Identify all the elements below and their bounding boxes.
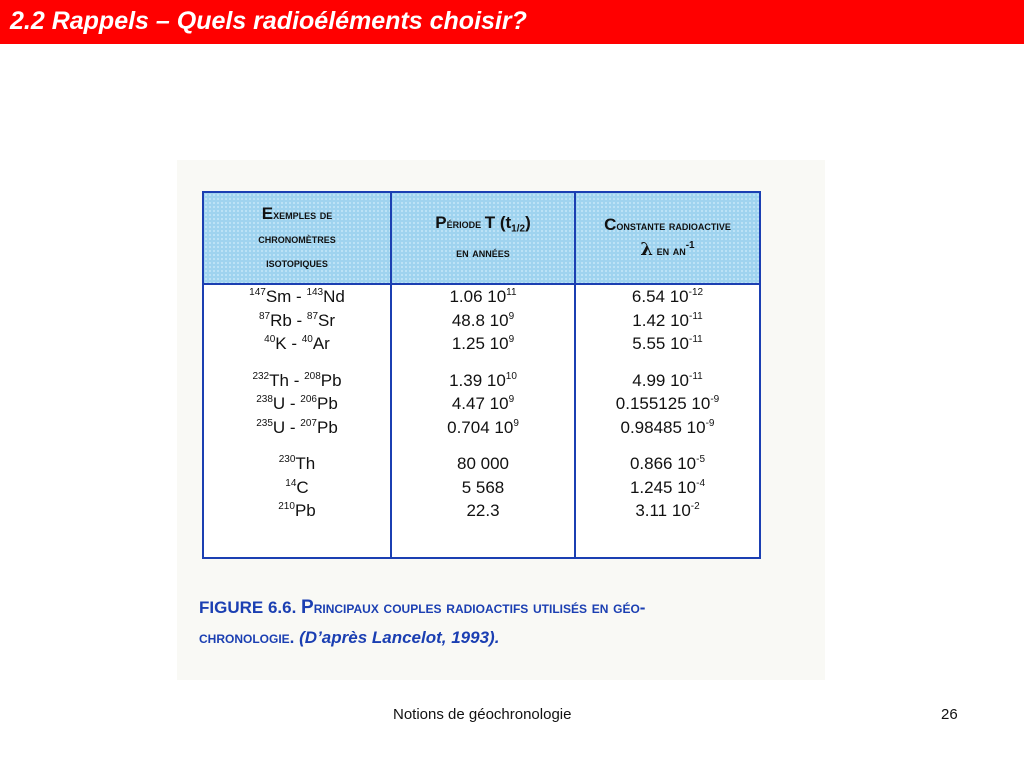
table-cell-lambda: 1.245 $10^{-4}$ xyxy=(629,477,706,497)
header-decay-constant: Constante radioactive λ en $an^{-1}$ xyxy=(604,215,731,260)
table-cell-period: 1.06 $10^{11}$ xyxy=(449,287,517,306)
table-cell-period: 5 568 xyxy=(461,477,505,497)
table-cell-lambda: 5.55 $10^{-11}$ xyxy=(632,334,703,353)
table-cell-lambda: 4.99 $10^{-11}$ xyxy=(632,370,703,390)
footer-title: Notions de géochronologie xyxy=(393,706,572,723)
table-cell-period: 22.3 xyxy=(466,501,500,520)
table-cell-lambda: 0.866 $10^{-5}$ xyxy=(629,454,706,473)
table-cell-pair: $^{238}$U - $^{206}$Pb xyxy=(256,394,338,413)
table-cell-pair: $^{147}$Sm - $^{143}$Nd xyxy=(249,287,345,306)
page-number: 26 xyxy=(941,706,958,723)
table-cell-lambda: 0.155125 $10^{-9}$ xyxy=(615,394,720,413)
figure-caption: FIGURE 6.6. Principaux couples radioactifs utilisés en géo- chronologie. (D’après Lancelot, 1993). xyxy=(199,597,646,647)
header-chronometers: Exemples de chronomètres isotopiques xyxy=(258,203,336,270)
table-cell-lambda: 6.54 $10^{-12}$ xyxy=(631,287,704,306)
figure-scan xyxy=(177,160,825,680)
slide-title: 2.2 Rappels – Quels radioéléments choisir? xyxy=(10,7,527,35)
table-cell-pair: $^{87}$Rb - $^{87}$Sr xyxy=(258,310,336,330)
isotope-table xyxy=(202,191,761,559)
table-cell-period: 1.25 $10^9$ xyxy=(451,334,515,353)
table-cell-lambda: 3.11 $10^{-2}$ xyxy=(635,501,700,520)
table-cell-pair: $^{210}$Pb xyxy=(278,501,316,520)
slide-footer xyxy=(0,706,1024,730)
header-period: Période T $(t_{1/2})$ en années xyxy=(435,212,531,261)
table-cell-pair: $^{230}$Th xyxy=(278,454,316,473)
column-chronometers xyxy=(204,285,390,523)
table-cell-pair: $^{235}$U - $^{207}$Pb xyxy=(256,417,338,437)
table-cell-pair: $^{232}$Th - $^{208}$Pb xyxy=(252,370,342,390)
table-cell-period: 0.704 $10^9$ xyxy=(447,417,519,437)
table-cell-lambda: 1.42 $10^{-11}$ xyxy=(632,310,703,330)
table-cell-lambda: 0.98485 $10^{-9}$ xyxy=(620,417,715,437)
column-decay-constant xyxy=(576,285,759,523)
table-cell-period: 4.47 $10^9$ xyxy=(451,394,515,413)
table-cell-period: 80 000 xyxy=(457,454,509,473)
table-cell-pair: $^{40}$K - $^{40}$Ar xyxy=(264,334,330,353)
table-cell-pair: $^{14}$C xyxy=(285,477,309,497)
title-bar xyxy=(0,0,1024,44)
table-cell-period: 1.39 $10^{10}$ xyxy=(449,370,517,390)
lambda-symbol: λ xyxy=(640,239,653,260)
table-cell-period: 48.8 $10^9$ xyxy=(451,310,515,330)
column-period xyxy=(392,285,574,523)
